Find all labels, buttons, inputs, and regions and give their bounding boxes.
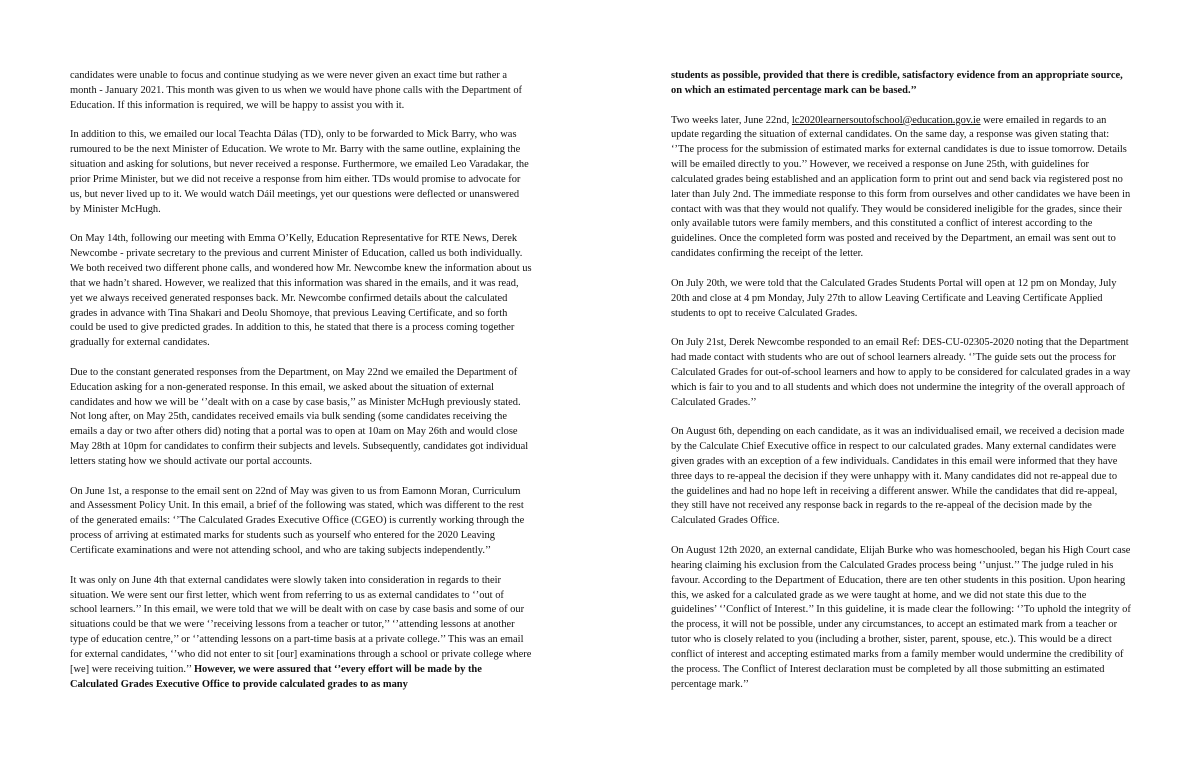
left-paragraph-3: On May 14th, following our meeting with Emma O’Kelly, Education Representative for RTE News, Derek Newcombe - private secretary to the previous and current Minister of Education, called us both individually. We both received two different phone calls, and wondered how Mr. Newcombe knew the information about us that we hadn’t shared. However, we realized that this information was shared in the emails, and it was read, yet we always received generated responses back. Mr. Newcombe confirmed details about the calculated grades in advance with Tina Shakari and Deolu Shomoye, that previous Leaving Certificate, and so forth could be used to give predicted grades. In addition to this, he stated that there is a process coming together gradually for external candidates. <box>70 233 532 349</box>
left-paragraph-5: On June 1st, a response to the email sent on 22nd of May was given to us from Eamonn Moran, Curriculum and Assessment Policy Unit. In this email, a brief of the following was stated, which was different to the rest of the generated emails: ‘’The Calculated Grades Executive Office (CGEO) is currently working through the process of arriving at estimated marks for students such as yourself who entered for the 2020 Leaving Certificate examinations and were not attending school, and who are taking subjects independently.’’ <box>70 485 525 556</box>
right-page <box>671 69 1132 707</box>
left-paragraph-1: candidates were unable to focus and continue studying as we were never given an exact time but rather a month - January 2021. This month was given to us when we would have phone calls with the Department of Education. If this information is required, we will be happy to assist you with it. <box>70 70 523 111</box>
right-paragraph-2-text: were emailed in regards to an update regarding the situation of external candidates. On the same day, a response was given stating that: ‘’The process for the submission of estimated marks for external candidates is due to issue tomorrow. Details will be emailed directly to you.’’ However, we received a response on June 25th, with guidelines for calculated grades being established and an application form to print out and send back via registered post no later than July 2nd. The immediate response to this form from ourselves and other candidates we have been in contact with was that they would not qualify. They would be considered ineligible for the grades, since their only available tutors were family members, and this constituted a conflict of interest according to the guidelines. Once the completed form was posted and received by the Department, an email was sent out to candidates confirming the receipt of the letter. <box>671 114 1131 260</box>
right-paragraph-2-lead: Two weeks later, June 22nd, <box>671 114 792 126</box>
left-page <box>70 69 532 707</box>
right-paragraph-1-bold: students as possible, provided that there is credible, satisfactory evidence from an appropriate source, on which an estimated percentage mark can be based.’’ <box>671 70 1123 96</box>
left-paragraph-6-bold-text: However, we were assured that ‘’every effort will be made by the Calculated Grades Executive Office to provide calculated grades to as many <box>70 663 482 690</box>
right-paragraph-6: On August 12th 2020, an external candidate, Elijah Burke who was homeschooled, began his High Court case hearing claiming his exclusion from the Calculated Grades process being ‘’unjust.’’ The judge ruled in his favour. According to the Department of Education, there are ten other students in this position. Upon hearing this, we asked for a calculated grade as we were taught at home, and we did not state this due to the guidelines’ ‘’Conflict of Interest.’’ In this guideline, it is made clear the following: ‘’To uphold the integrity of the process, it will not be possible, under any circumstances, to accept an estimated mark from a teacher or tutor who is closely related to you (including a brother, sister, parent, spouse, etc.). This would be a direct conflict of interest and accepting estimated marks from a family member would undermine the credibility of the process. The Conflict of Interest declaration must be completed by all those submitting an estimated percentage mark.’’ <box>671 545 1131 690</box>
right-paragraph-3: On July 20th, we were told that the Calculated Grades Students Portal will open at 12 pm on Monday, July 20th and close at 4 pm Monday, July 27th to allow Leaving Certificate and Leaving Certificate Applied students to opt to receive Calculated Grades. <box>671 277 1117 319</box>
left-paragraph-6 <box>70 574 532 693</box>
left-paragraph-4: Due to the constant generated responses from the Department, on May 22nd we emailed the Department of Education asking for a non-generated response. In this email, we asked about the situation of external candidates and how we will be ‘’dealt with on a case by case basis,’’ as Minister McHugh previously stated. Not long after, on May 25th, candidates received emails via bulk sending (some candidates receiving the emails a day or two after others did) noting that a portal was to open at 10am on May 26th and would close May 28th at 10pm for candidates to confirm their subjects and levels. Subsequently, candidates got individual letters stating how we should activate our portal accounts. <box>70 366 529 467</box>
left-paragraph-2: In addition to this, we emailed our local Teachta Dálas (TD), only to be forwarded to Mick Barry, who was rumoured to be the next Minister of Education. We wrote to Mr. Barry with the same outline, explaining the situation and asking for solutions, but never received a response. Furthermore, we emailed Leo Varadakar, the prior Prime Minister, but we did not receive a response from him either. TDs would promise to advocate for us, but never lived up to it. We would watch Dáil meetings, yet our questions were deflected or unanswered by Minister McHugh. <box>70 129 529 215</box>
left-paragraph-6-text: It was only on June 4th that external candidates were slowly taken into consideration in regards to their situation. We were sent our first letter, which went from referring to us as external candidates to ‘’out of school learners.’’ In this email, we were told that we will be dealt with on case by case basis and some of our situations could be that we were ‘’receiving lessons from a teacher or tutor,’’ ‘’attending lessons at another type of education centre,’’ or ‘’attending lessons on a part-time basis at a private college.’’ This was an email for external candidates, ‘’who did not enter to sit [our] examinations through a school or private college where [we] were receiving tuition.’’ <box>70 574 532 675</box>
right-paragraph-4: On July 21st, Derek Newcombe responded to an email Ref: DES-CU-02305-2020 noting that the Department had made contact with students who are out of school learners already. ‘’The guide sets out the process for Calculated Grades for out-of-school learners and how to apply to be considered for calculated grades in a way which is fair to you and to all students and which does not undermine the integrity of the overall approach of Calculated Grades.’’ <box>671 337 1131 408</box>
right-paragraph-5: On August 6th, depending on each candidate, as it was an individualised email, we received a decision made by the Calculate Chief Executive office in respect to our calculated grades. Many external candidates were given grades with an exception of a few individuals. Candidates in this email were informed that they have three days to re-appeal the decision if they were unhappy with it. Many candidates did not re-appeal due to the guidelines and had no hope left in receiving a different answer. While the candidates that did re-appeal, they still have not received any response back in regards to the re-appeal of the decision made by the Calculated Grades Office. <box>671 426 1125 527</box>
email-link[interactable]: lc2020learnersoutofschool@education.gov.ie <box>791 114 981 126</box>
right-paragraph-2 <box>671 114 1132 262</box>
